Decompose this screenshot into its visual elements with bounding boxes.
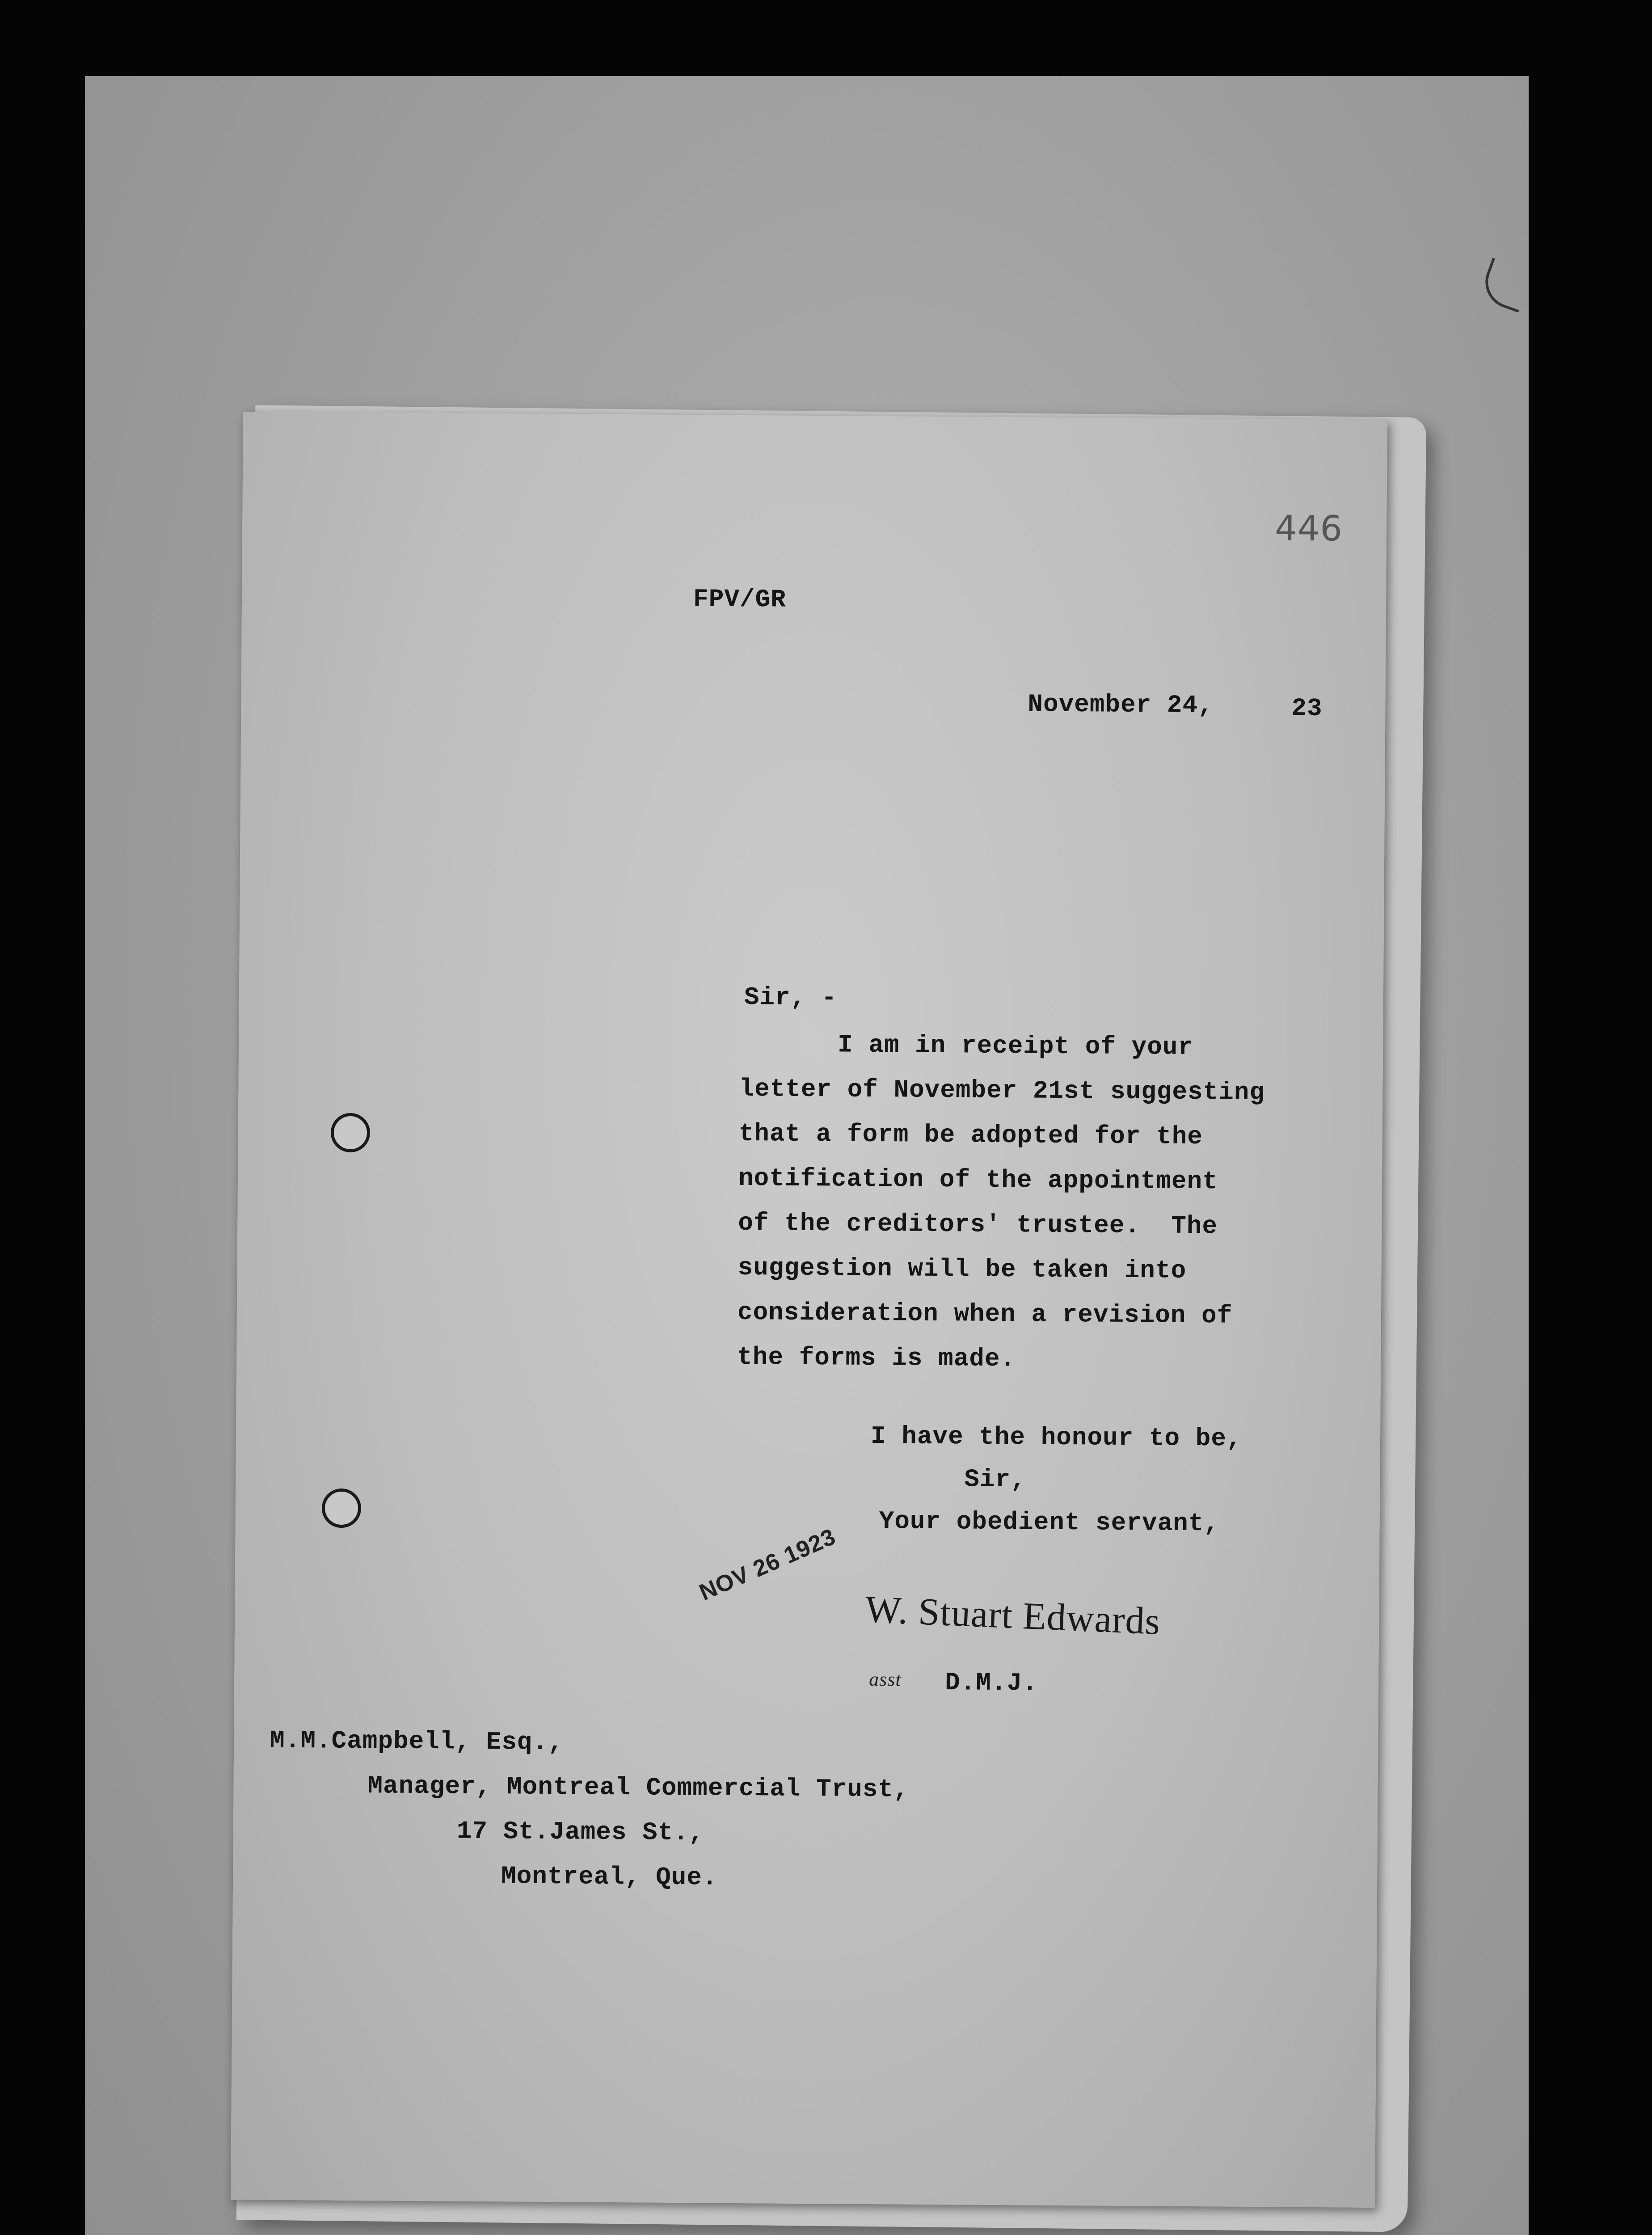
- addressee-name: M.M.Campbell, Esq.,: [270, 1726, 564, 1757]
- body-line: notification of the appointment: [738, 1164, 1218, 1196]
- letter-date: November 24,: [1028, 690, 1214, 720]
- page-number: 446: [1274, 508, 1343, 549]
- addressee-street: 17 St.James St.,: [456, 1817, 704, 1847]
- punch-hole: [322, 1489, 361, 1528]
- body-line: I am in receipt of your: [837, 1030, 1194, 1062]
- received-date-stamp: NOV 26 1923: [695, 1523, 840, 1606]
- signature: W. Stuart Edwards: [864, 1587, 1162, 1643]
- signature-title: D.M.J.: [944, 1668, 1038, 1698]
- letter-page: [231, 412, 1387, 2208]
- salutation: Sir, -: [744, 983, 837, 1012]
- body-line: suggestion will be taken into: [738, 1253, 1187, 1285]
- body-line: that a form be adopted for the: [738, 1119, 1203, 1151]
- signature-prefix: asst: [869, 1668, 902, 1691]
- addressee-city: Montreal, Que.: [501, 1862, 718, 1892]
- body-line: the forms is made.: [737, 1342, 1016, 1374]
- closing-line: I have the honour to be,: [870, 1421, 1242, 1453]
- closing-line: Sir,: [964, 1465, 1027, 1494]
- addressee-position: Manager, Montreal Commercial Trust,: [367, 1771, 909, 1804]
- reference-code: FPV/GR: [693, 585, 786, 614]
- corner-mark: [1478, 257, 1533, 312]
- punch-hole: [331, 1113, 370, 1152]
- letter-year: 23: [1291, 694, 1323, 723]
- body-line: letter of November 21st suggesting: [739, 1074, 1265, 1107]
- closing-line: Your obedient servant,: [879, 1507, 1220, 1538]
- body-line: consideration when a revision of: [737, 1298, 1233, 1330]
- body-line: of the creditors' trustee. The: [738, 1208, 1218, 1241]
